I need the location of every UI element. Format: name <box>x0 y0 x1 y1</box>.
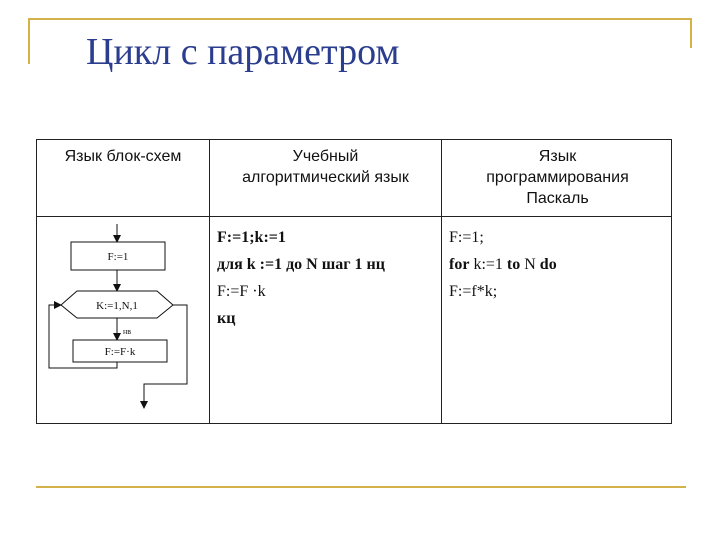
loop-block-label: K:=1,N,1 <box>96 300 138 312</box>
algo-line-2: для k :=1 до N шаг 1 нц <box>217 256 385 273</box>
header-line: алгоритмический язык <box>242 169 409 186</box>
header-algorithmic-language <box>210 146 441 188</box>
header-pascal-language <box>442 146 673 209</box>
pascal-line-3: F:=f*k; <box>449 283 498 300</box>
header-line: Язык блок-схем <box>64 148 182 165</box>
algo-line-3: F:=F ·k <box>217 283 266 300</box>
loop-branch-label: нв <box>123 327 132 336</box>
init-block-label: F:=1 <box>107 251 129 263</box>
slide-left-rule <box>28 18 30 64</box>
slide-right-rule <box>690 18 692 48</box>
slide-title: Цикл с параметром <box>86 31 400 73</box>
slide-top-rule <box>28 18 692 20</box>
flowchart-diagram <box>37 218 209 423</box>
algo-line-1: F:=1;k:=1 <box>217 229 286 246</box>
algo-line-4: кц <box>217 310 236 327</box>
header-line: программирования <box>486 169 629 186</box>
header-divider <box>37 216 671 217</box>
slide-bottom-rule <box>36 486 686 488</box>
header-flowchart-language <box>37 146 209 167</box>
pascal-line-2: for k:=1 to N do <box>449 256 557 273</box>
comparison-table <box>36 139 672 424</box>
header-line: Паскаль <box>526 190 589 207</box>
header-line: Язык <box>538 148 577 165</box>
pascal-code <box>449 224 557 305</box>
pascal-line-1: F:=1; <box>449 229 484 246</box>
algorithmic-code <box>217 224 385 332</box>
header-line: Учебный <box>292 148 359 165</box>
body-block-label: F:=F·k <box>104 346 136 358</box>
